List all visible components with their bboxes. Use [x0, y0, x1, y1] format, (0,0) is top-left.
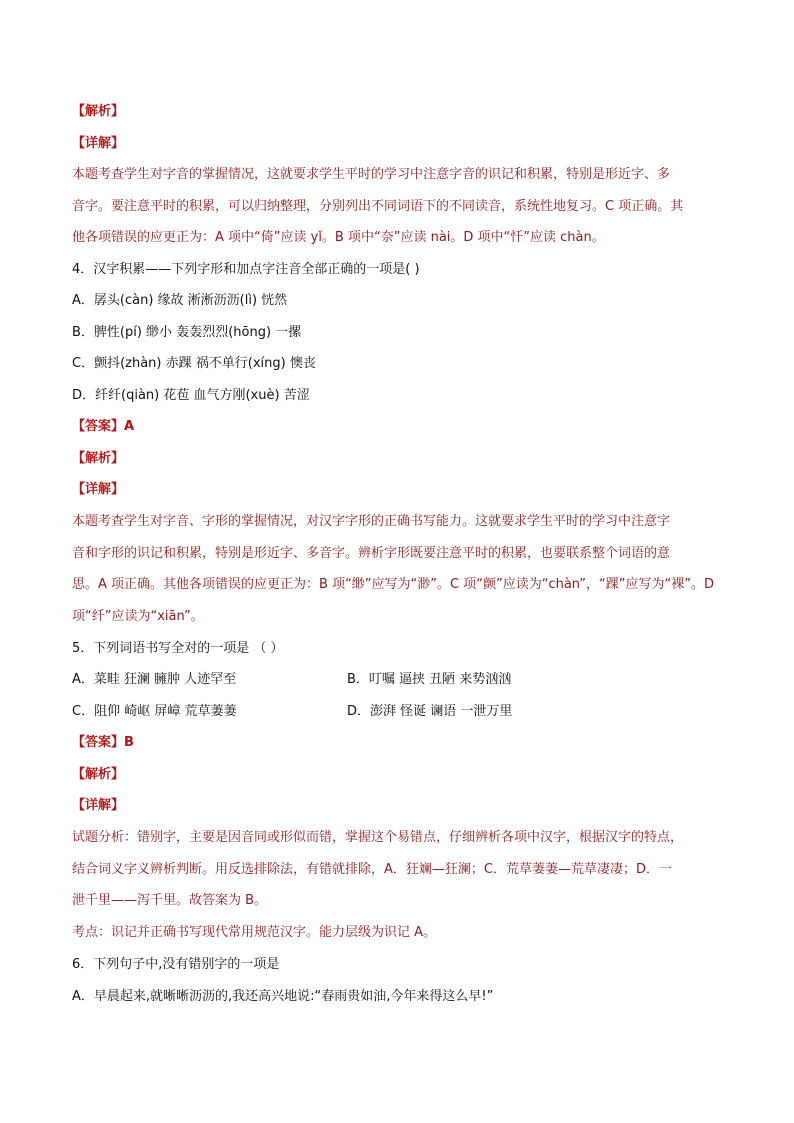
- question-5-option-a: A．菜畦 狂澜 臃肿 人迹罕至: [72, 672, 237, 687]
- question-5-explain-line: 试题分析：错别字，主要是因音同或形似而错，掌握这个易错点，仔细辨析各项中汉字，根据汉字的特点，: [72, 830, 684, 845]
- explain-line: 他各项错误的应更正为：A 项中“倚”应读 yǐ。B 项中“奈”应读 nài。D 项中“忏”应读 chàn。: [72, 230, 605, 245]
- question-4-explain-line: 项“纤”应读为“xiān”。: [72, 609, 204, 624]
- question-5-option-d: D．澎湃 怪诞 谰语 一泄万里: [347, 704, 513, 719]
- question-5-option-c: C．阻仰 崎岖 屏嶂 荒草萋萋: [72, 704, 237, 719]
- question-5-analysis-heading: 【解析】: [72, 767, 125, 782]
- question-6-option-a: A．早晨起来,就晰晰沥沥的,我还高兴地说:“春雨贵如油,今年来得这么早!”: [72, 989, 494, 1004]
- explain-line: 本题考查学生对字音的掌握情况，这就要求学生平时的学习中注意字音的识记和积累，特别是形近字、多: [72, 167, 671, 182]
- question-5-explain-line: 结合词义字义辨析判断。用反选排除法，有错就排除，A．狂斓—狂澜；C．荒草萋萋—荒草凄凄；D．一: [72, 862, 672, 877]
- analysis-heading: 【解析】: [72, 104, 125, 119]
- question-4-answer: 【答案】A: [72, 419, 135, 434]
- question-4-analysis-heading: 【解析】: [72, 451, 125, 466]
- question-4-explain-line: 音和字形的识记和积累，特别是形近字、多音字。辨析字形既要注意平时的积累，也要联系整个词语的意: [72, 546, 671, 561]
- question-4-option-b: B．脾性(pí) 缈小 轰轰烈烈(hōng) 一摞: [72, 325, 302, 340]
- question-5-detail-heading: 【详解】: [72, 798, 125, 813]
- question-4-detail-heading: 【详解】: [72, 482, 125, 497]
- question-5-option-b: B．叮嘱 逼挟 丑陋 来势汹汹: [347, 672, 512, 687]
- question-4-option-d: D．纤纤(qiàn) 花苞 血气方刚(xuè) 苦涩: [72, 388, 310, 403]
- question-6-stem: 6．下列句子中,没有错别字的一项是: [72, 957, 280, 972]
- question-4-option-c: C．颤抖(zhàn) 赤踝 祸不单行(xíng) 懊丧: [72, 356, 316, 371]
- question-4-explain-line: 本题考查学生对字音、字形的掌握情况，对汉字字形的正确书写能力。这就要求学生平时的学习中注意字: [72, 514, 671, 529]
- question-4-explain-line: 思。A 项正确。其他各项错误的应更正为：B 项“缈”应写为“渺”。C 项“颤”应读为“chàn”，“踝”应写为“裸”。D: [72, 577, 714, 592]
- question-5-answer: 【答案】B: [72, 735, 134, 750]
- explain-line: 音字。要注意平时的积累，可以归纳整理，分别列出不同词语下的不同读音，系统性地复习。C 项正确。其: [72, 199, 684, 214]
- question-5-explain-line: 泄千里——泻千里。故答案为 B。: [72, 893, 268, 908]
- question-5-stem: 5．下列词语书写全对的一项是 （ ）: [72, 641, 284, 656]
- question-4-option-a: A．孱头(càn) 缘故 淅淅沥沥(lì) 恍然: [72, 293, 288, 308]
- question-5-explain-line: 考点：识记并正确书写现代常用规范汉字。能力层级为识记 A。: [72, 925, 437, 940]
- detail-heading: 【详解】: [72, 136, 125, 151]
- question-4-stem: 4．汉字积累——下列字形和加点字注音全部正确的一项是( ): [72, 262, 420, 277]
